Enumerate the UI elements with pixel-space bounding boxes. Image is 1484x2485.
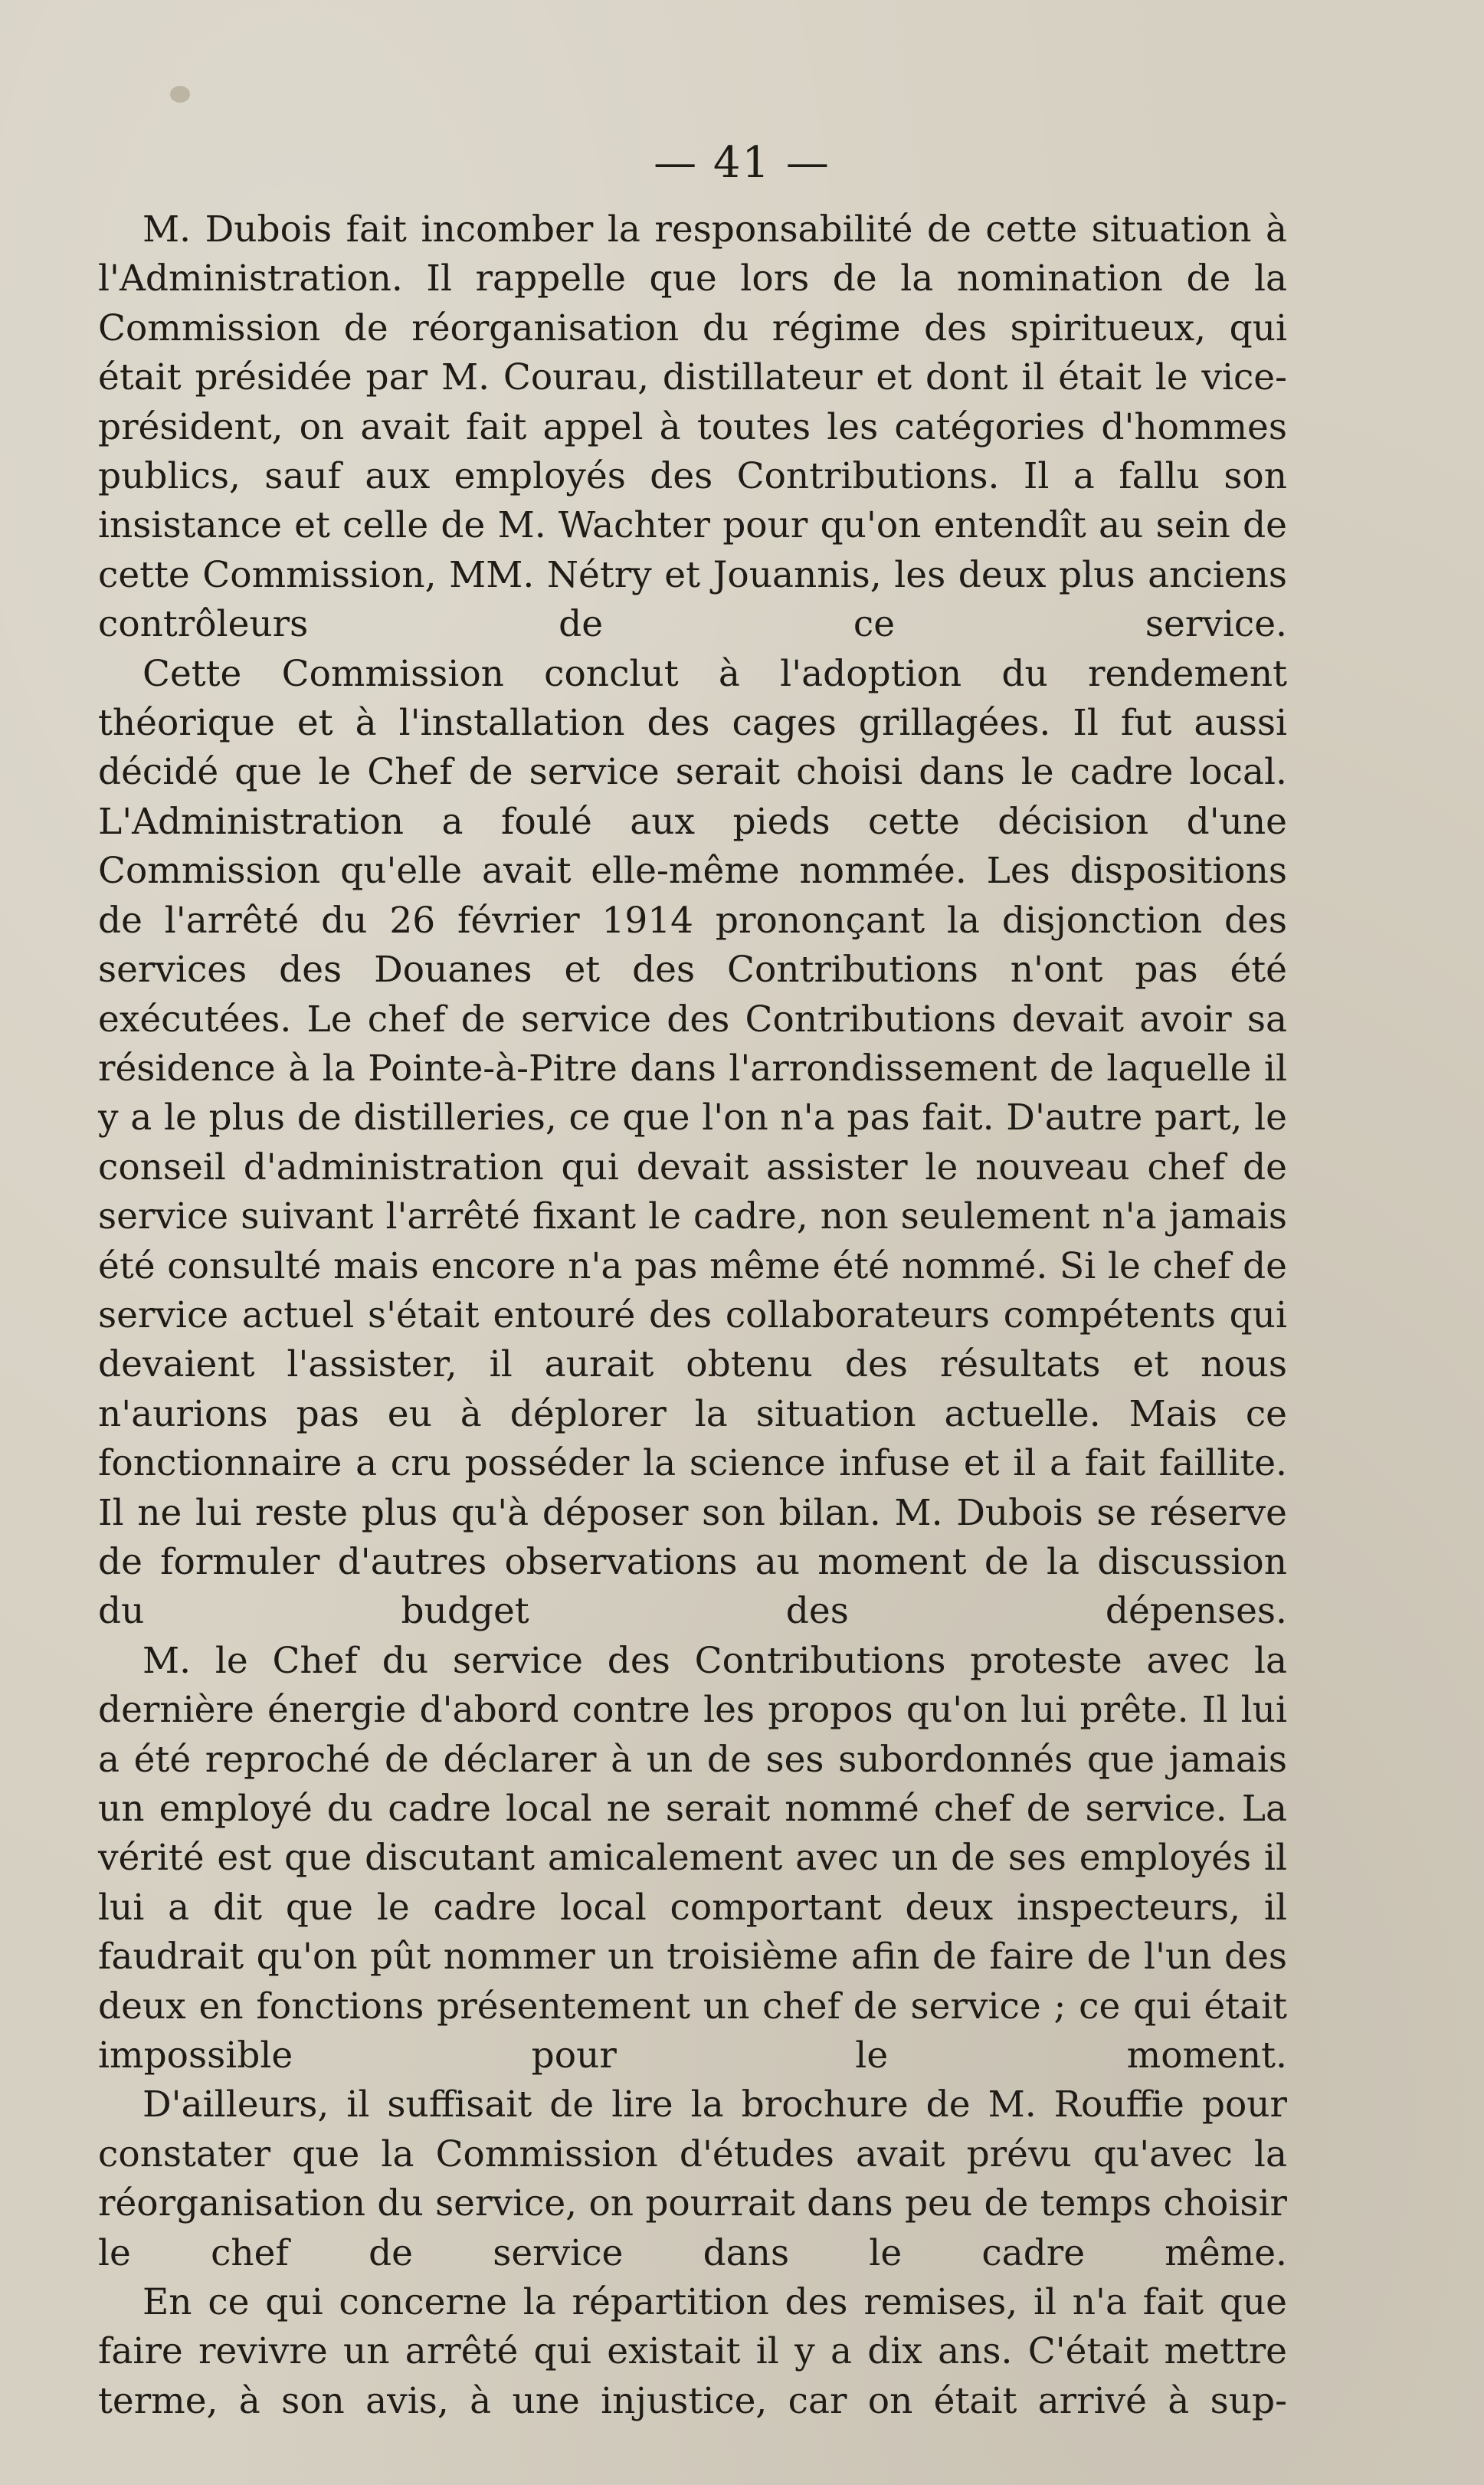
paragraph-remises: En ce qui concerne la répartition des remises, il n'a fait que faire revivre un arrêté qui existait il y a dix ans. C'était mettre terme, à son avis, à une injustice, car on était arrivé à sup- <box>98 2281 1287 2422</box>
paragraph-commission-conclusion: Cette Commission conclut à l'adoption du rendement théorique et à l'installation des cages grillagées. Il fut aussi décidé que le Chef de service serait choisi dans le cadre local. L'Administration a foulé aux pieds cette décision d'une Commission qu'elle avait elle-même nommée. Les dispositions de l'arrêté du 26 février 1914 prononçant la disjonction des services des Douanes et des Contributions n'ont pas été exécutées. Le chef de service des Contributions devait avoir sa résidence à la Pointe-à-Pitre dans l'arrondissement de laquelle il y a le plus de distilleries, ce que l'on n'a pas fait. D'autre part, le conseil d'administration qui devait assister le nouveau chef de service suivant l'arrêté fixant le cadre, non seulement n'a jamais été consulté mais encore n'a pas même été nommé. Si le chef de service actuel s'était entouré des collaborateurs compétents qui devaient l'assister, il aurait obtenu des résultats et nous n'aurions pas eu à déplorer la situation actuelle. Mais ce fonctionnaire a cru posséder la science infuse et il a fait faillite. Il ne lui reste plus qu'à déposer son bilan. M. Dubois se réserve de formuler d'autres observations au moment de la discussion du budget des dépenses. <box>98 652 1287 1633</box>
body-text <box>98 205 1287 2426</box>
paragraph-chef-protest: M. le Chef du service des Contributions proteste avec la dernière énergie d'abord contre les propos qu'on lui prête. Il lui a été reproché de déclarer à un de ses subordonnés que jamais un employé du cadre local ne serait nommé chef de service. La vérité est que discutant amicalement avec un de ses employés il lui a dit que le cadre local comportant deux inspecteurs, il faudrait qu'on pût nommer un troisième afin de faire de l'un des deux en fonctions présentement un chef de service ; ce qui était impossible pour le moment. <box>98 1639 1287 2077</box>
page-number: — 41 — <box>654 138 830 188</box>
paragraph-rouffie-brochure: D'ailleurs, il suffisait de lire la brochure de M. Rouffie pour constater que la Commission d'études avait prévu qu'avec la réorganisation du service, on pourrait dans peu de temps choisir le chef de service dans le cadre même. <box>98 2083 1287 2274</box>
paper-stain <box>170 86 190 103</box>
paragraph-dubois-responsibility: M. Dubois fait incomber la responsabilité de cette situation à l'Administration. Il rappelle que lors de la nomination de la Commission de réorganisation du régime des spiritueux, qui était présidée par M. Courau, distillateur et dont il était le vice-président, on avait fait appel à toutes les catégories d'hommes publics, sauf aux employés des Contributions. Il a fallu son insistance et celle de M. Wachter pour qu'on entendît au sein de cette Commission, MM. Nétry et Jouannis, les deux plus anciens contrôleurs de ce service. <box>98 208 1287 646</box>
